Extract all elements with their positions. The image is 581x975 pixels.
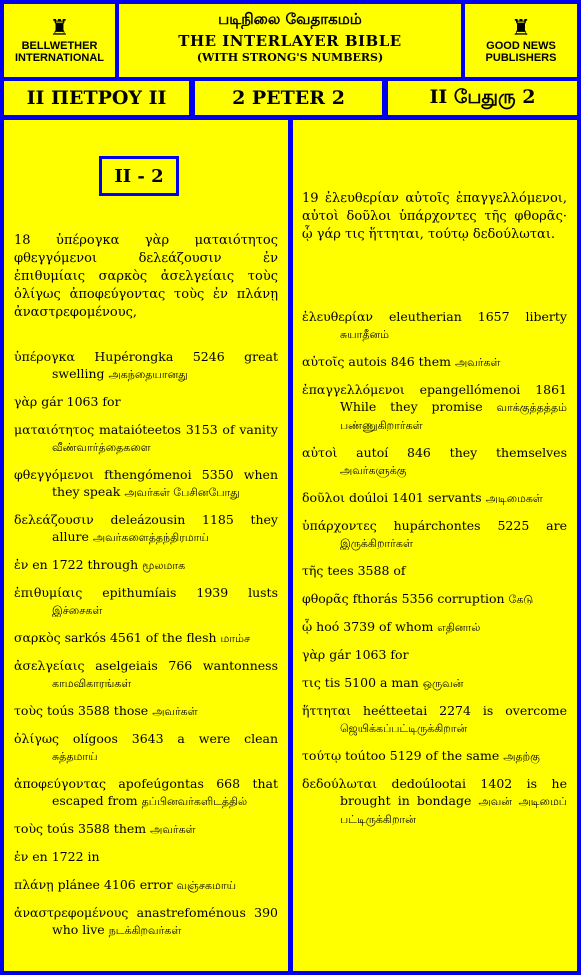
greek-word: ἀσελγείαις: [14, 658, 85, 673]
greek-word: τις: [302, 675, 321, 690]
word-entry: [14, 629, 278, 647]
word-entry: [14, 511, 278, 546]
tamil-gloss: காமவிகாரங்கள்: [52, 677, 132, 690]
tamil-gloss: அகந்தையானது: [108, 368, 188, 381]
tamil-gloss: வாக்குத்தத்தம் பண்ணுகிறார்கள்: [340, 401, 567, 432]
transliteration: mataióteetos 3153 of vanity: [94, 422, 278, 437]
tamil-gloss: அவர்கள்: [150, 823, 196, 836]
transliteration: heétteetai 2274 is overcome: [351, 703, 567, 718]
transliteration: Hupérongka 5246 great swelling: [52, 349, 278, 381]
word-entry: [302, 308, 567, 343]
word-entry: [302, 702, 567, 737]
right-logo-line2: PUBLISHERS: [485, 51, 557, 64]
word-entry: [302, 353, 567, 371]
word-entry: [14, 848, 278, 866]
tamil-gloss: அவர்கள்: [152, 705, 198, 718]
word-entry: [14, 820, 278, 838]
transliteration: fthorás 5356 corruption: [348, 591, 509, 606]
transliteration: hupárchontes 5225 are: [376, 518, 567, 533]
title-subtitle: (WITH STRONG'S NUMBERS): [196, 51, 384, 64]
tamil-gloss: அவர்கள்: [454, 356, 501, 369]
transliteration: tis 5100 a man: [320, 675, 423, 690]
greek-word: φθορᾶς: [302, 591, 349, 606]
transliteration: olígoos 3643 a were clean: [59, 731, 278, 746]
transliteration: gár 1063 for: [37, 394, 121, 409]
greek-word: ὀλίγως: [14, 731, 60, 746]
tamil-gloss: எதினால்: [437, 621, 481, 634]
word-entry: [302, 590, 567, 608]
greek-word: σαρκὸς: [14, 630, 61, 645]
greek-word: ᾧ: [302, 619, 313, 634]
transliteration: plánee 4106 error: [53, 877, 177, 892]
greek-word: ἐλευθερίαν: [302, 309, 373, 324]
transliteration: toús 3588 them: [43, 821, 151, 836]
greek-word: γὰρ: [302, 647, 326, 662]
word-entry: [14, 702, 278, 720]
word-entry: [14, 876, 278, 894]
book-english: [195, 81, 382, 115]
transliteration: doúloi 1401 servants: [345, 490, 486, 505]
greek-word: γὰρ: [14, 394, 38, 409]
right-logo-line1: GOOD NEWS: [486, 39, 556, 52]
tower-icon: ♜: [511, 15, 531, 41]
word-entry: [14, 466, 278, 501]
transliteration: dedoúlootai 1402 is he brought in bondage: [340, 776, 567, 808]
word-entry: [14, 730, 278, 765]
transliteration: gár 1063 for: [325, 647, 409, 662]
word-entry: [302, 747, 567, 765]
book-greek-label: II ΠΕΤΡΟΥ II: [26, 87, 167, 109]
transliteration: tees 3588 of: [323, 563, 406, 578]
left-column: [4, 120, 288, 971]
transliteration: toútoo 5129 of the same: [341, 748, 504, 763]
greek-word: ὑπάρχοντες: [302, 518, 377, 533]
word-entry: [302, 646, 567, 664]
pillar-icon: ♜: [49, 15, 70, 41]
word-entry: [302, 517, 567, 552]
tamil-gloss: வஞ்சகமாய்: [176, 879, 237, 892]
tamil-gloss: அவர்களைத்தந்திரமாய்: [92, 531, 209, 544]
transliteration: anastrefoménous 390 who live: [52, 905, 278, 937]
greek-word: δελεάζουσιν: [14, 512, 94, 527]
tamil-gloss: நடக்கிறவர்கள்: [108, 924, 182, 937]
tamil-gloss: ஒருவன்: [422, 677, 464, 690]
tamil-gloss: சுத்தமாய்: [52, 750, 98, 763]
greek-word: ἐν: [14, 849, 29, 864]
greek-word: δοῦλοι: [302, 490, 345, 505]
book-tamil-label: II பேதுரு 2: [429, 85, 536, 108]
transliteration: epithumíais 1939 lusts: [82, 585, 278, 600]
greek-word: τοὺς: [14, 821, 44, 836]
word-entry: [14, 657, 278, 692]
word-entry: [302, 674, 567, 692]
word-entry: [14, 348, 278, 383]
word-entry: [302, 444, 567, 479]
book-tamil: [388, 81, 577, 115]
good-news-logo: [465, 4, 577, 77]
word-entry: [14, 775, 278, 810]
greek-word: ἐν: [14, 557, 29, 572]
verse-18-text: 18 ὑπέρογκα γὰρ ματαιότητος φθεγγόμενοι δελεάζουσιν ἐν ἐπιθυμίαις σαρκὸς ἀσελγείαις τοὺς ὀλίγως ἀποφεύγοντας τοὺς ἐν πλάνῃ ἀναστρεφομένους,: [14, 233, 278, 320]
title-block: [119, 4, 461, 77]
right-column: [293, 120, 577, 971]
greek-word: πλάνῃ: [14, 877, 54, 892]
title-tamil: படிநிலை வேதாகமம்: [218, 10, 362, 28]
transliteration: toús 3588 those: [43, 703, 153, 718]
greek-word: τούτῳ: [302, 748, 342, 763]
word-entry: [302, 618, 567, 636]
left-logo-line2: INTERNATIONAL: [14, 51, 104, 64]
tamil-gloss: இச்சைகள்: [52, 604, 103, 617]
title-english: THE INTERLAYER BIBLE: [178, 32, 402, 50]
greek-word: δεδούλωται: [302, 776, 378, 791]
greek-word: ἀναστρεφομένους: [14, 905, 129, 920]
transliteration: autois 846 them: [344, 354, 455, 369]
greek-word: ἀποφεύγοντας: [14, 776, 106, 791]
bellwether-logo: [4, 4, 115, 77]
greek-word: αὐτοὶ: [302, 445, 338, 460]
word-entry: [14, 904, 278, 939]
greek-word: ἥττηται: [302, 703, 352, 718]
word-entry: [302, 775, 567, 828]
transliteration: en 1722 through: [28, 557, 143, 572]
tamil-gloss: அடிமைகள்: [485, 492, 543, 505]
left-logo-line1: BELLWETHER: [21, 39, 98, 52]
tamil-gloss: மாம்ச: [220, 632, 251, 645]
book-english-label: 2 PETER 2: [232, 87, 345, 109]
word-entry: [14, 584, 278, 619]
greek-word: ἐπαγγελλόμενοι: [302, 382, 405, 397]
greek-word: τοὺς: [14, 703, 44, 718]
transliteration: sarkós 4561 of the flesh: [60, 630, 221, 645]
transliteration: apofeúgontas 668 that escaped from: [52, 776, 278, 808]
greek-word: ματαιότητος: [14, 422, 95, 437]
word-entry: [302, 489, 567, 507]
word-entry: [14, 556, 278, 574]
tamil-gloss: ஜெயிக்கப்பட்டிருக்கிறான்: [340, 722, 468, 735]
transliteration: deleázousin 1185 they allure: [52, 512, 278, 544]
tamil-gloss: அவர்கள் பேசினபோது: [124, 486, 240, 499]
word-entry: [14, 393, 278, 411]
verse-19-text: 19 ἐλευθερίαν αὐτοῖς ἐπαγγελλόμενοι, αὐτοὶ δοῦλοι ὑπάρχοντες τῆς φθορᾶς· ᾧ γάρ τις ἥττηται, τούτῳ δεδούλωται.: [302, 191, 567, 242]
transliteration: aselgeiais 766 wantonness: [84, 658, 278, 673]
word-entry: [14, 421, 278, 456]
greek-word: ὑπέρογκα: [14, 349, 75, 364]
book-greek: [4, 81, 189, 115]
transliteration: epangellómenoi 1861 While they promise: [340, 382, 567, 414]
right-word-list: [302, 308, 567, 838]
chapter-label: II - 2: [99, 156, 179, 196]
greek-word: τῆς: [302, 563, 324, 578]
greek-word: ἐπιθυμίαις: [14, 585, 83, 600]
tamil-gloss: அவன் அடிமைப் பட்டிருக்கிறான்: [340, 795, 567, 826]
transliteration: en 1722 in: [28, 849, 100, 864]
tamil-gloss: வீண்வார்த்தைகளை: [52, 441, 151, 454]
tamil-gloss: சுயாதீனம்: [340, 328, 390, 341]
tamil-gloss: தப்பினவர்களிடத்தில்: [141, 795, 248, 808]
tamil-gloss: மூலமாக: [142, 559, 186, 572]
tamil-gloss: கேடு: [508, 593, 534, 606]
greek-word: αὐτοῖς: [302, 354, 345, 369]
word-entry: [302, 381, 567, 434]
transliteration: autoí 846 they themselves: [337, 445, 567, 460]
transliteration: eleutherian 1657 liberty: [373, 309, 567, 324]
word-entry: [302, 562, 567, 580]
tamil-gloss: அவர்களுக்கு: [340, 464, 407, 477]
greek-word: φθεγγόμενοι: [14, 467, 94, 482]
transliteration: fthengómenoi 5350 when they speak: [52, 467, 278, 499]
tamil-gloss: அதற்கு: [503, 750, 540, 763]
transliteration: hoó 3739 of whom: [312, 619, 438, 634]
left-word-list: [14, 348, 278, 949]
tamil-gloss: இருக்கிறார்கள்: [340, 537, 413, 550]
